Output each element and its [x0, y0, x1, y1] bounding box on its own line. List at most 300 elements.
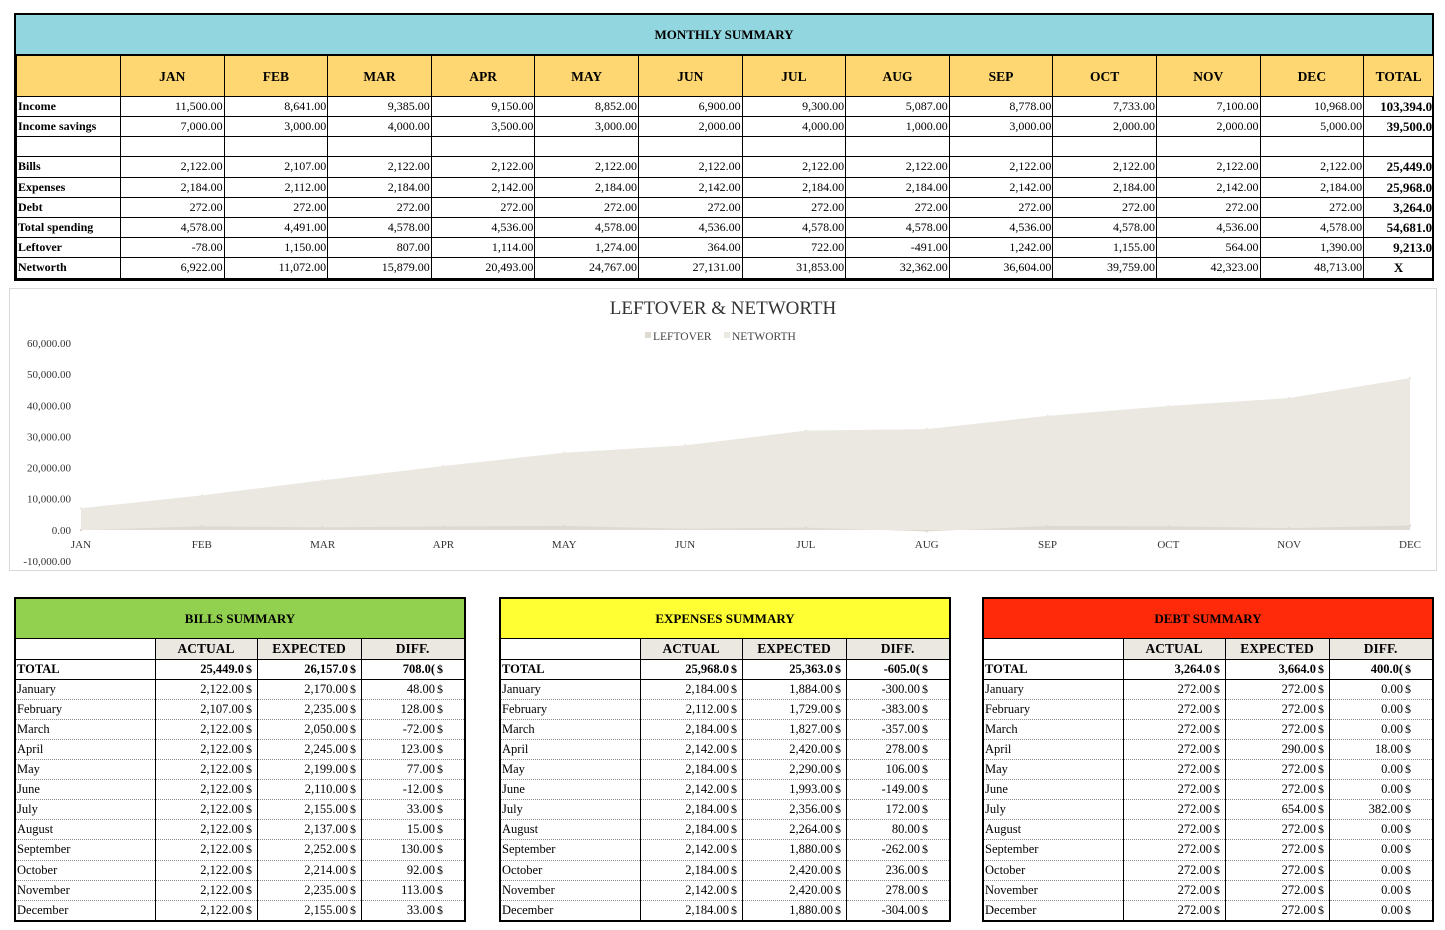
actual-value[interactable]: 2,142.00	[640, 780, 730, 800]
diff-value[interactable]: 0.00	[1329, 840, 1404, 860]
monthly-cell[interactable]: 1,390.00	[1260, 238, 1364, 258]
actual-value[interactable]: 272.00	[1123, 900, 1213, 920]
diff-value[interactable]: -262.00	[846, 840, 921, 860]
row-label[interactable]: November	[16, 880, 155, 900]
expected-value[interactable]: 2,356.00	[742, 800, 834, 820]
expected-value[interactable]: 272.00	[1225, 780, 1317, 800]
expected-value[interactable]: 2,155.00	[304, 903, 349, 918]
header-empty-cell[interactable]	[501, 639, 640, 659]
row-total[interactable]: 25,968.0	[1364, 177, 1434, 197]
data-point-leftover-mar[interactable]	[321, 526, 323, 528]
monthly-cell[interactable]: 4,578.00	[846, 217, 950, 237]
diff-value[interactable]: 0.00	[1329, 860, 1404, 880]
monthly-cell[interactable]: 2,142.00	[949, 177, 1053, 197]
actual-value[interactable]: 2,122.00	[155, 900, 245, 920]
diff-value[interactable]: -383.00	[846, 699, 921, 719]
actual-value[interactable]: 272.00	[1123, 860, 1213, 880]
row-label[interactable]: September	[16, 840, 155, 860]
monthly-cell[interactable]: 272.00	[846, 197, 950, 217]
expected-column-header[interactable]: EXPECTED	[742, 639, 846, 659]
data-point-networth-may[interactable]	[563, 452, 565, 454]
diff-value[interactable]: 48.00	[361, 679, 436, 699]
monthly-cell[interactable]: 27,131.00	[638, 258, 742, 278]
monthly-cell[interactable]: 272.00	[121, 197, 225, 217]
data-point-leftover-jul[interactable]	[805, 526, 807, 528]
actual-value[interactable]: 2,184.00	[640, 800, 730, 820]
diff-column-header[interactable]: DIFF.	[846, 639, 949, 659]
diff-value[interactable]: 106.00	[846, 760, 921, 780]
actual-column-header[interactable]: ACTUAL	[640, 639, 742, 659]
expected-value[interactable]: 272.00	[1225, 860, 1317, 880]
monthly-cell[interactable]: 4,000.00	[742, 117, 846, 137]
diff-value[interactable]: -149.00	[846, 780, 921, 800]
actual-value[interactable]: 2,122.00	[155, 800, 245, 820]
monthly-cell[interactable]: 564.00	[1156, 238, 1260, 258]
diff-value[interactable]: -12.00	[361, 780, 436, 800]
monthly-cell[interactable]: 2,122.00	[121, 157, 225, 177]
expected-value[interactable]: 2,137.00	[257, 820, 349, 840]
row-label[interactable]: October	[984, 860, 1123, 880]
month-header-aug[interactable]: AUG	[846, 56, 950, 97]
monthly-cell[interactable]: 4,578.00	[535, 217, 639, 237]
monthly-cell[interactable]: 2,184.00	[1053, 177, 1157, 197]
month-header-nov[interactable]: NOV	[1156, 56, 1260, 97]
monthly-cell[interactable]: 2,184.00	[535, 177, 639, 197]
monthly-cell[interactable]	[224, 137, 328, 157]
month-header-may[interactable]: MAY	[535, 56, 639, 97]
month-header-feb[interactable]: FEB	[224, 56, 328, 97]
diff-value[interactable]: 708.0(	[361, 659, 436, 679]
row-label[interactable]: Income	[17, 97, 121, 117]
row-total[interactable]: 3,264.0	[1364, 197, 1434, 217]
monthly-cell[interactable]: 364.00	[638, 238, 742, 258]
row-label[interactable]: Networth	[17, 258, 121, 278]
actual-value[interactable]: 2,122.00	[155, 739, 245, 759]
diff-column-header[interactable]: DIFF.	[361, 639, 464, 659]
diff-value[interactable]: -605.0(	[846, 659, 921, 679]
row-label[interactable]: August	[501, 820, 640, 840]
expected-value[interactable]: 2,420.00	[742, 739, 834, 759]
expected-value[interactable]: 272.00	[1281, 903, 1317, 918]
monthly-cell[interactable]	[535, 137, 639, 157]
monthly-cell[interactable]: 7,733.00	[1053, 97, 1157, 117]
monthly-cell[interactable]	[1156, 137, 1260, 157]
monthly-cell[interactable]: 2,000.00	[1156, 117, 1260, 137]
row-label[interactable]: May	[16, 760, 155, 780]
row-label[interactable]: Income savings	[17, 117, 121, 137]
data-point-networth-apr[interactable]	[442, 465, 444, 467]
diff-value[interactable]: 92.00	[361, 860, 436, 880]
row-label[interactable]: Leftover	[17, 238, 121, 258]
row-label[interactable]: April	[16, 739, 155, 759]
actual-column-header[interactable]: ACTUAL	[1123, 639, 1225, 659]
header-empty-cell[interactable]	[16, 639, 155, 659]
data-point-leftover-jan[interactable]	[80, 529, 82, 531]
monthly-cell[interactable]: 2,142.00	[431, 177, 535, 197]
diff-value[interactable]: 77.00	[361, 760, 436, 780]
actual-value[interactable]: 2,122.00	[155, 719, 245, 739]
monthly-cell[interactable]: 2,184.00	[846, 177, 950, 197]
diff-value[interactable]: -304.00	[881, 903, 921, 918]
actual-value[interactable]: 2,122.00	[155, 760, 245, 780]
data-point-networth-sep[interactable]	[1046, 415, 1048, 417]
expected-value[interactable]: 1,993.00	[742, 780, 834, 800]
month-header-jan[interactable]: JAN	[121, 56, 225, 97]
monthly-cell[interactable]	[742, 137, 846, 157]
monthly-cell[interactable]: 5,087.00	[846, 97, 950, 117]
monthly-cell[interactable]: 9,150.00	[431, 97, 535, 117]
actual-value[interactable]: 2,122.00	[155, 880, 245, 900]
monthly-cell[interactable]	[949, 137, 1053, 157]
monthly-cell[interactable]: 272.00	[328, 197, 432, 217]
row-label[interactable]: Bills	[17, 157, 121, 177]
row-label[interactable]: March	[501, 719, 640, 739]
row-label[interactable]: July	[16, 800, 155, 820]
row-label[interactable]: August	[16, 820, 155, 840]
diff-value[interactable]: 33.00	[406, 903, 436, 918]
monthly-cell[interactable]: 2,142.00	[638, 177, 742, 197]
monthly-cell[interactable]: 31,853.00	[742, 258, 846, 278]
monthly-cell[interactable]: 272.00	[1053, 197, 1157, 217]
monthly-cell[interactable]: 272.00	[535, 197, 639, 217]
area-series-networth[interactable]	[81, 378, 1410, 530]
monthly-cell[interactable]: 2,184.00	[1260, 177, 1364, 197]
monthly-cell[interactable]: 2,122.00	[535, 157, 639, 177]
data-point-networth-dec[interactable]	[1409, 377, 1411, 379]
diff-value[interactable]: 236.00	[846, 860, 921, 880]
row-label[interactable]: March	[984, 719, 1123, 739]
diff-column-header[interactable]: DIFF.	[1329, 639, 1432, 659]
row-total[interactable]: 25,449.0	[1364, 157, 1434, 177]
expected-column-header[interactable]: EXPECTED	[257, 639, 361, 659]
monthly-cell[interactable]: 11,500.00	[121, 97, 225, 117]
actual-value[interactable]: 272.00	[1123, 719, 1213, 739]
total-header[interactable]: TOTAL	[1364, 56, 1434, 97]
actual-value[interactable]: 272.00	[1123, 679, 1213, 699]
monthly-cell[interactable]: 20,493.00	[431, 258, 535, 278]
row-total[interactable]: X	[1364, 258, 1434, 278]
monthly-cell[interactable]: 2,122.00	[638, 157, 742, 177]
monthly-cell[interactable]: 4,578.00	[328, 217, 432, 237]
monthly-cell[interactable]: 39,759.00	[1053, 258, 1157, 278]
expected-value[interactable]: 272.00	[1225, 699, 1317, 719]
row-label[interactable]: August	[984, 820, 1123, 840]
expected-value[interactable]: 2,420.00	[742, 880, 834, 900]
diff-value[interactable]: 0.00	[1329, 880, 1404, 900]
diff-value[interactable]: 15.00	[361, 820, 436, 840]
expected-value[interactable]: 2,235.00	[257, 880, 349, 900]
diff-value[interactable]: 33.00	[361, 800, 436, 820]
actual-value[interactable]: 272.00	[1123, 800, 1213, 820]
monthly-cell[interactable]: 8,641.00	[224, 97, 328, 117]
expected-value[interactable]: 2,420.00	[742, 860, 834, 880]
diff-value[interactable]: 400.0(	[1329, 659, 1404, 679]
monthly-cell[interactable]: 722.00	[742, 238, 846, 258]
actual-value[interactable]: 2,142.00	[640, 739, 730, 759]
monthly-cell[interactable]: 7,000.00	[121, 117, 225, 137]
monthly-cell[interactable]	[638, 137, 742, 157]
expected-value[interactable]: 654.00	[1225, 800, 1317, 820]
monthly-cell[interactable]: 1,150.00	[224, 238, 328, 258]
actual-value[interactable]: 272.00	[1123, 840, 1213, 860]
row-label[interactable]: January	[984, 679, 1123, 699]
actual-value[interactable]: 2,184.00	[640, 679, 730, 699]
monthly-cell[interactable]: 2,122.00	[431, 157, 535, 177]
monthly-cell[interactable]	[1053, 137, 1157, 157]
expected-value[interactable]: 2,290.00	[742, 760, 834, 780]
actual-value[interactable]: 2,142.00	[640, 880, 730, 900]
expected-value[interactable]: 26,157.0	[257, 659, 349, 679]
actual-value[interactable]: 272.00	[1123, 760, 1213, 780]
row-label[interactable]: September	[984, 840, 1123, 860]
expected-value[interactable]: 272.00	[1225, 679, 1317, 699]
monthly-cell[interactable]: 1,000.00	[846, 117, 950, 137]
header-empty-cell[interactable]	[984, 639, 1123, 659]
monthly-cell[interactable]: -78.00	[121, 238, 225, 258]
data-point-networth-jan[interactable]	[80, 507, 82, 509]
monthly-cell[interactable]: 2,184.00	[742, 177, 846, 197]
diff-value[interactable]: 0.00	[1329, 820, 1404, 840]
data-point-networth-nov[interactable]	[1288, 397, 1290, 399]
monthly-cell[interactable]: 2,122.00	[949, 157, 1053, 177]
row-label[interactable]: Debt	[17, 197, 121, 217]
monthly-cell[interactable]	[121, 137, 225, 157]
expected-value[interactable]: 2,050.00	[257, 719, 349, 739]
diff-value[interactable]: 128.00	[361, 699, 436, 719]
monthly-cell[interactable]: 4,000.00	[328, 117, 432, 137]
row-total[interactable]: 103,394.0	[1364, 97, 1434, 117]
monthly-cell[interactable]: 4,536.00	[1156, 217, 1260, 237]
row-label[interactable]: June	[984, 780, 1123, 800]
actual-value[interactable]: 272.00	[1123, 780, 1213, 800]
monthly-cell[interactable]: 1,114.00	[431, 238, 535, 258]
row-label[interactable]: June	[501, 780, 640, 800]
diff-value[interactable]: -357.00	[846, 719, 921, 739]
monthly-cell[interactable]: 272.00	[1260, 197, 1364, 217]
actual-value[interactable]: 25,968.0	[640, 659, 730, 679]
data-point-leftover-aug[interactable]	[926, 530, 928, 532]
actual-value[interactable]: 2,122.00	[155, 860, 245, 880]
diff-value[interactable]: 278.00	[846, 880, 921, 900]
row-label[interactable]: April	[984, 739, 1123, 759]
row-label[interactable]: October	[16, 860, 155, 880]
monthly-cell[interactable]: 4,536.00	[431, 217, 535, 237]
expected-value[interactable]: 1,880.00	[789, 903, 834, 918]
monthly-cell[interactable]: 2,122.00	[846, 157, 950, 177]
diff-value[interactable]: -300.00	[846, 679, 921, 699]
monthly-cell[interactable]: 4,578.00	[121, 217, 225, 237]
expected-value[interactable]: 2,235.00	[257, 699, 349, 719]
monthly-cell[interactable]: 4,578.00	[742, 217, 846, 237]
monthly-cell[interactable]: 9,300.00	[742, 97, 846, 117]
diff-value[interactable]: 0.00	[1329, 679, 1404, 699]
actual-value[interactable]: 3,264.0	[1123, 659, 1213, 679]
actual-value[interactable]: 2,184.00	[640, 860, 730, 880]
actual-value[interactable]: 272.00	[1123, 880, 1213, 900]
month-header-oct[interactable]: OCT	[1053, 56, 1157, 97]
expected-value[interactable]: 2,245.00	[257, 739, 349, 759]
actual-value[interactable]: 2,184.00	[640, 760, 730, 780]
monthly-cell[interactable]: 2,122.00	[742, 157, 846, 177]
row-label[interactable]: December	[501, 900, 640, 920]
row-label[interactable]: June	[16, 780, 155, 800]
row-label[interactable]: November	[984, 880, 1123, 900]
diff-value[interactable]: 80.00	[846, 820, 921, 840]
monthly-cell[interactable]: 272.00	[638, 197, 742, 217]
row-label[interactable]: December	[16, 900, 155, 920]
legend-label-networth[interactable]: NETWORTH	[732, 331, 796, 343]
row-total[interactable]	[1364, 137, 1434, 157]
expected-value[interactable]: 290.00	[1225, 739, 1317, 759]
data-point-networth-jul[interactable]	[805, 429, 807, 431]
actual-value[interactable]: 25,449.0	[155, 659, 245, 679]
monthly-cell[interactable]: 2,184.00	[121, 177, 225, 197]
row-label[interactable]: July	[984, 800, 1123, 820]
data-point-leftover-feb[interactable]	[201, 525, 203, 527]
data-point-leftover-oct[interactable]	[1167, 525, 1169, 527]
expected-value[interactable]: 1,884.00	[742, 679, 834, 699]
monthly-cell[interactable]: 4,578.00	[1260, 217, 1364, 237]
row-label[interactable]	[17, 137, 121, 157]
data-point-leftover-may[interactable]	[563, 525, 565, 527]
month-header-jul[interactable]: JUL	[742, 56, 846, 97]
row-label[interactable]: February	[501, 699, 640, 719]
monthly-cell[interactable]: 2,122.00	[1053, 157, 1157, 177]
actual-value[interactable]: 272.00	[1123, 699, 1213, 719]
monthly-cell[interactable]	[431, 137, 535, 157]
data-point-leftover-jun[interactable]	[684, 528, 686, 530]
monthly-cell[interactable]: 32,362.00	[846, 258, 950, 278]
row-label[interactable]: January	[501, 679, 640, 699]
month-header-apr[interactable]: APR	[431, 56, 535, 97]
row-label[interactable]: April	[501, 739, 640, 759]
actual-value[interactable]: 2,122.00	[155, 840, 245, 860]
diff-value[interactable]: 0.00	[1329, 699, 1404, 719]
monthly-cell[interactable]: 2,122.00	[1260, 157, 1364, 177]
actual-value[interactable]: 2,184.00	[640, 900, 730, 920]
monthly-cell[interactable]: 2,122.00	[1156, 157, 1260, 177]
monthly-cell[interactable]: 9,385.00	[328, 97, 432, 117]
expected-value[interactable]: 2,214.00	[257, 860, 349, 880]
month-header-mar[interactable]: MAR	[328, 56, 432, 97]
row-total[interactable]: 54,681.0	[1364, 217, 1434, 237]
row-label[interactable]: Total spending	[17, 217, 121, 237]
row-total[interactable]: 9,213.0	[1364, 238, 1434, 258]
monthly-cell[interactable]: 3,500.00	[431, 117, 535, 137]
monthly-cell[interactable]: 7,100.00	[1156, 97, 1260, 117]
monthly-cell[interactable]: 4,536.00	[949, 217, 1053, 237]
row-label[interactable]: May	[501, 760, 640, 780]
data-point-leftover-sep[interactable]	[1046, 525, 1048, 527]
monthly-cell[interactable]: 2,000.00	[638, 117, 742, 137]
monthly-cell[interactable]: 2,122.00	[328, 157, 432, 177]
row-label[interactable]: January	[16, 679, 155, 699]
monthly-cell[interactable]: 4,491.00	[224, 217, 328, 237]
monthly-cell[interactable]: -491.00	[846, 238, 950, 258]
data-point-networth-oct[interactable]	[1167, 405, 1169, 407]
diff-value[interactable]: 123.00	[361, 739, 436, 759]
actual-value[interactable]: 2,184.00	[640, 719, 730, 739]
row-label[interactable]: September	[501, 840, 640, 860]
diff-value[interactable]: -72.00	[361, 719, 436, 739]
data-point-leftover-apr[interactable]	[442, 525, 444, 527]
diff-value[interactable]: 113.00	[361, 880, 436, 900]
monthly-cell[interactable]: 8,852.00	[535, 97, 639, 117]
expected-value[interactable]: 272.00	[1225, 840, 1317, 860]
actual-column-header[interactable]: ACTUAL	[155, 639, 257, 659]
data-point-networth-mar[interactable]	[321, 479, 323, 481]
row-label[interactable]: Expenses	[17, 177, 121, 197]
row-label[interactable]: March	[16, 719, 155, 739]
actual-value[interactable]: 2,184.00	[640, 820, 730, 840]
row-label[interactable]: February	[16, 699, 155, 719]
diff-value[interactable]: 0.00	[1381, 903, 1404, 918]
expected-value[interactable]: 2,264.00	[742, 820, 834, 840]
monthly-cell[interactable]: 807.00	[328, 238, 432, 258]
monthly-cell[interactable]: 2,107.00	[224, 157, 328, 177]
monthly-cell[interactable]: 1,274.00	[535, 238, 639, 258]
expected-value[interactable]: 272.00	[1225, 880, 1317, 900]
actual-value[interactable]: 2,122.00	[155, 820, 245, 840]
month-header-dec[interactable]: DEC	[1260, 56, 1364, 97]
monthly-cell[interactable]: 24,767.00	[535, 258, 639, 278]
data-point-networth-feb[interactable]	[201, 494, 203, 496]
monthly-cell[interactable]: 3,000.00	[949, 117, 1053, 137]
monthly-cell[interactable]: 8,778.00	[949, 97, 1053, 117]
row-total[interactable]: 39,500.0	[1364, 117, 1434, 137]
expected-value[interactable]: 272.00	[1225, 760, 1317, 780]
monthly-cell[interactable]: 6,922.00	[121, 258, 225, 278]
diff-value[interactable]: 130.00	[361, 840, 436, 860]
monthly-cell[interactable]: 2,000.00	[1053, 117, 1157, 137]
row-label[interactable]: May	[984, 760, 1123, 780]
monthly-cell[interactable]: 272.00	[949, 197, 1053, 217]
monthly-cell[interactable]: 10,968.00	[1260, 97, 1364, 117]
expected-value[interactable]: 2,252.00	[257, 840, 349, 860]
monthly-cell[interactable]: 1,242.00	[949, 238, 1053, 258]
row-label[interactable]: December	[984, 900, 1123, 920]
monthly-cell[interactable]	[846, 137, 950, 157]
data-point-networth-jun[interactable]	[684, 444, 686, 446]
monthly-cell[interactable]: 3,000.00	[535, 117, 639, 137]
monthly-cell[interactable]: 36,604.00	[949, 258, 1053, 278]
row-label[interactable]: TOTAL	[984, 659, 1123, 679]
actual-value[interactable]: 272.00	[1123, 820, 1213, 840]
diff-value[interactable]: 382.00	[1329, 800, 1404, 820]
expected-value[interactable]: 25,363.0	[742, 659, 834, 679]
expected-value[interactable]: 272.00	[1225, 820, 1317, 840]
expected-value[interactable]: 3,664.0	[1225, 659, 1317, 679]
monthly-cell[interactable]: 3,000.00	[224, 117, 328, 137]
diff-value[interactable]: 172.00	[846, 800, 921, 820]
monthly-cell[interactable]: 272.00	[224, 197, 328, 217]
row-label[interactable]: July	[501, 800, 640, 820]
expected-value[interactable]: 1,880.00	[742, 840, 834, 860]
actual-value[interactable]: 2,107.00	[155, 699, 245, 719]
expected-value[interactable]: 1,827.00	[742, 719, 834, 739]
monthly-cell[interactable]	[1260, 137, 1364, 157]
expected-value[interactable]: 1,729.00	[742, 699, 834, 719]
expected-value[interactable]: 2,170.00	[257, 679, 349, 699]
diff-value[interactable]: 0.00	[1329, 760, 1404, 780]
expected-value[interactable]: 2,110.00	[257, 780, 349, 800]
actual-value[interactable]: 2,142.00	[640, 840, 730, 860]
row-label[interactable]: TOTAL	[501, 659, 640, 679]
monthly-cell[interactable]: 1,155.00	[1053, 238, 1157, 258]
expected-value[interactable]: 2,155.00	[257, 800, 349, 820]
monthly-cell[interactable]: 42,323.00	[1156, 258, 1260, 278]
row-label[interactable]: TOTAL	[16, 659, 155, 679]
